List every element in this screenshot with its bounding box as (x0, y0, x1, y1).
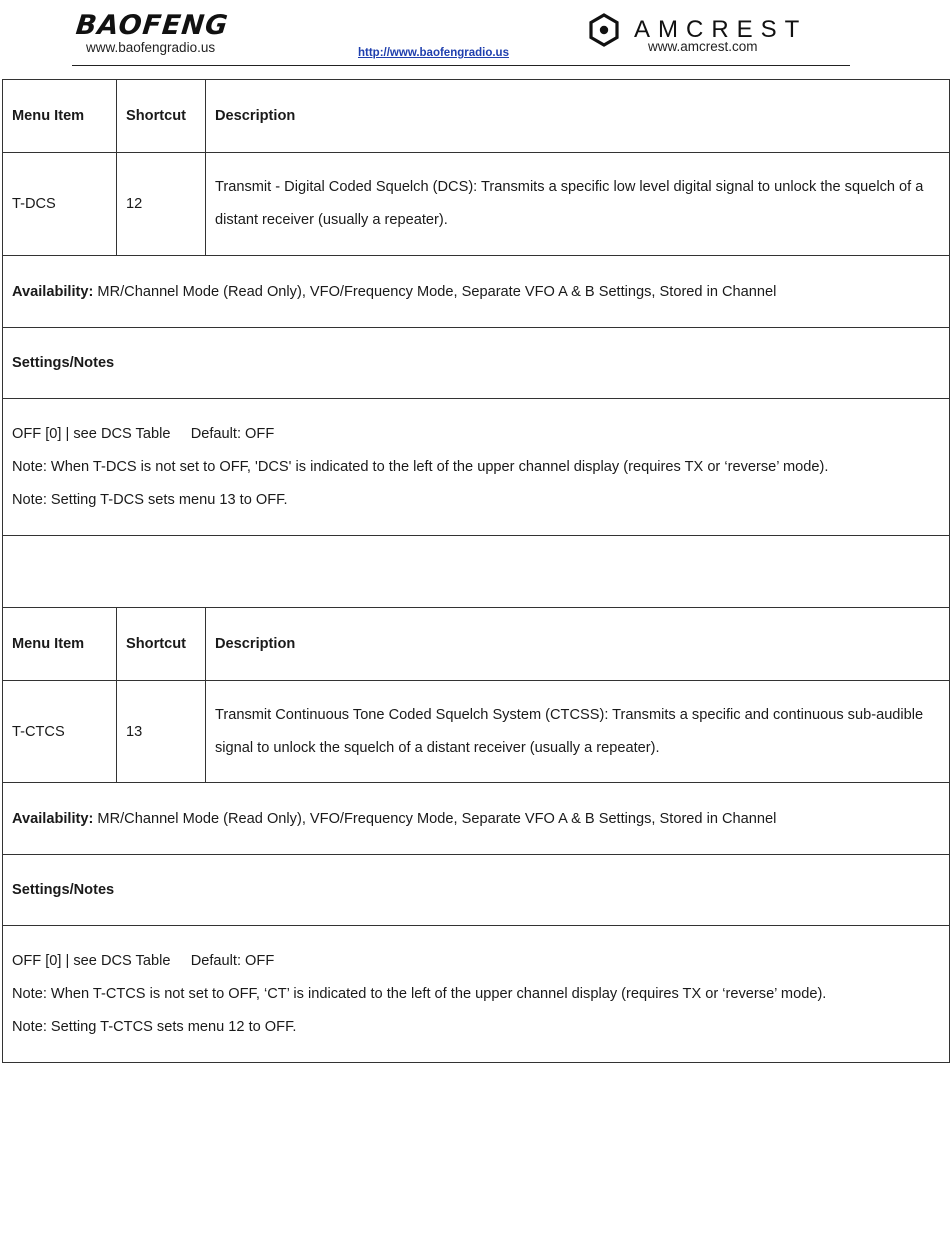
description-value: Transmit Continuous Tone Coded Squelch System (CTCSS): Transmits a specific and continuous sub-audible signal to unlock the squelch of a distant receiver (usually a repeater). (206, 681, 950, 783)
header-divider (72, 65, 850, 66)
baofeng-link[interactable]: http://www.baofengradio.us (358, 47, 509, 59)
menu-item-header: Menu Item (3, 608, 117, 681)
description-header: Description (206, 80, 950, 153)
entry-row (3, 681, 950, 783)
amcrest-hexagon-icon (588, 13, 620, 47)
amcrest-logo (588, 13, 828, 54)
notes-cell (3, 399, 950, 536)
settings-notes-label: Settings/Notes (3, 328, 950, 399)
notes-row (3, 399, 950, 536)
spacer-row (3, 536, 950, 608)
amcrest-wordmark: AMCREST (634, 16, 808, 43)
menu-item-value: T-DCS (3, 153, 117, 256)
settings-notes-label: Settings/Notes (3, 855, 950, 926)
note-line: Note: Setting T-CTCS sets menu 12 to OFF. (12, 1018, 297, 1035)
entry-row (3, 153, 950, 256)
menu-entry-table (2, 79, 950, 608)
availability-cell (3, 783, 950, 855)
note-line: OFF [0] | see DCS Table Default: OFF (12, 425, 275, 442)
baofeng-wordmark: BAOFENG (74, 10, 230, 41)
column-header-row (3, 80, 950, 153)
page-header (0, 0, 950, 70)
availability-label: Availability: (12, 283, 94, 300)
availability-value: MR/Channel Mode (Read Only), VFO/Frequency Mode, Separate VFO A & B Settings, Stored in Channel (93, 283, 777, 300)
settings-header-row (3, 855, 950, 926)
availability-cell (3, 256, 950, 328)
notes-row (3, 926, 950, 1063)
shortcut-value: 12 (117, 153, 206, 256)
availability-label: Availability: (12, 810, 94, 827)
note-line: Note: When T-CTCS is not set to OFF, ‘CT’ is indicated to the left of the upper channel display (requires TX or ‘reverse’ mode). (12, 985, 827, 1002)
menu-item-value: T-CTCS (3, 681, 117, 783)
spacer-cell (3, 536, 950, 608)
description-value: Transmit - Digital Coded Squelch (DCS): Transmits a specific low level digital signal to unlock the squelch of a distant receiver (usually a repeater). (206, 153, 950, 256)
settings-header-row (3, 328, 950, 399)
description-header: Description (206, 608, 950, 681)
shortcut-header: Shortcut (117, 608, 206, 681)
shortcut-header: Shortcut (117, 80, 206, 153)
note-line: Note: Setting T-DCS sets menu 13 to OFF. (12, 491, 288, 508)
note-line: OFF [0] | see DCS Table Default: OFF (12, 952, 275, 969)
column-header-row (3, 608, 950, 681)
baofeng-logo (76, 12, 256, 56)
menu-entry-table (2, 607, 950, 1063)
notes-cell (3, 926, 950, 1063)
availability-row (3, 256, 950, 328)
availability-value: MR/Channel Mode (Read Only), VFO/Frequency Mode, Separate VFO A & B Settings, Stored in Channel (93, 810, 777, 827)
availability-row (3, 783, 950, 855)
note-line: Note: When T-DCS is not set to OFF, 'DCS' is indicated to the left of the upper channel display (requires TX or ‘reverse’ mode). (12, 458, 829, 475)
amcrest-site: www.amcrest.com (648, 39, 758, 54)
baofeng-site: www.baofengradio.us (86, 40, 216, 55)
menu-item-header: Menu Item (3, 80, 117, 153)
shortcut-value: 13 (117, 681, 206, 783)
